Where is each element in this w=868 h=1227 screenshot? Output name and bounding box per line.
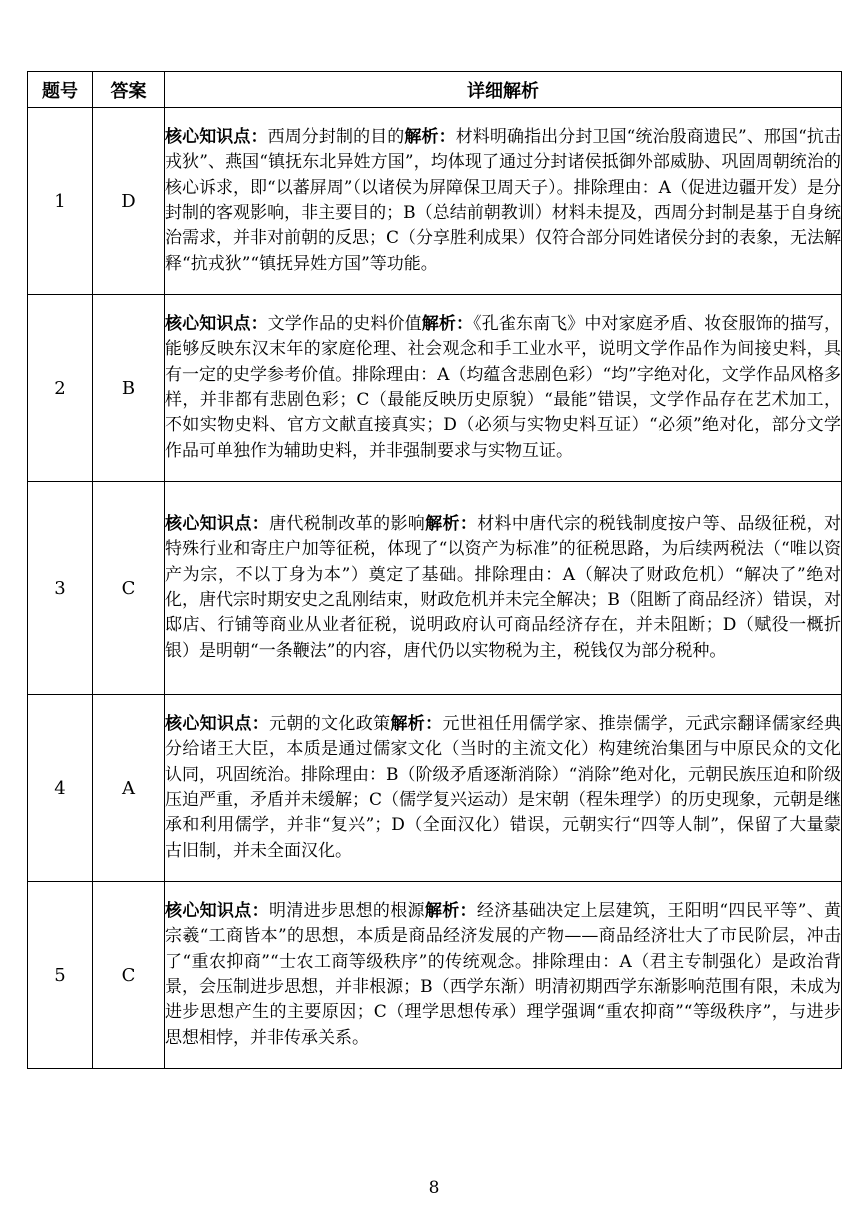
analysis-text: 元世祖任用儒学家、推崇儒学，元武宗翻译儒家经典分给诸王大臣，本质是通过儒家文化（当时的主流文化）构建统治集团与中原民众的文化认同，巩固统治。排除理由：B（阶级矛盾逐渐消除）“消除”绝对化，元朝民族压迫和阶级压迫严重，矛盾并未缓解；C（儒学复兴运动）是宋朝（程朱理学）的历史现象，元朝是继承和利用儒学，并非“复兴”；D（全面汉化）错误，元朝实行“四等人制”，保留了大量蒙古旧制，并未全面汉化。 <box>165 714 842 861</box>
knowledge-point-label: 核心知识点： <box>165 127 268 148</box>
table-row <box>28 482 842 695</box>
answer-letter: B <box>93 295 165 482</box>
table-row <box>28 295 842 482</box>
knowledge-point-text: 唐代税制改革的影响 <box>269 514 426 535</box>
detail-cell <box>165 482 842 695</box>
analysis-text: 材料中唐代宗的税钱制度按户等、品级征税，对特殊行业和寄庄户加等征税，体现了“以资产为标准”的征税思路，为后续两税法（“唯以资产为宗，不以丁身为本”）奠定了基础。排除理由：A（解决了财政危机）“解决了”绝对化，唐代宗时期安史之乱刚结束，财政危机并未完全解决；B（阻断了商品经济）错误，对邸店、行铺等商业从业者征税，说明政府认可商品经济存在，并未阻断；D（赋役一概折银）是明朝“一条鞭法”的内容，唐代仍以实物税为主，税钱仅为部分税种。 <box>165 514 842 661</box>
answer-letter: C <box>93 882 165 1069</box>
question-number: 2 <box>28 295 93 482</box>
table-row <box>28 108 842 295</box>
detail-cell <box>165 882 842 1069</box>
header-detail: 详细解析 <box>165 72 842 108</box>
analysis-label: 解析： <box>425 514 478 535</box>
question-number: 4 <box>28 695 93 882</box>
table-header-row <box>28 72 842 108</box>
header-number: 题号 <box>28 72 93 108</box>
knowledge-point-label: 核心知识点： <box>165 314 268 335</box>
page-number: 8 <box>428 1178 440 1198</box>
knowledge-point-text: 元朝的文化政策 <box>269 714 391 735</box>
table-row <box>28 882 842 1069</box>
analysis-label: 解析： <box>421 314 474 335</box>
header-answer: 答案 <box>93 72 165 108</box>
analysis-label: 解析： <box>390 714 443 735</box>
detail-cell <box>165 695 842 882</box>
analysis-text: 《孔雀东南飞》中对家庭矛盾、妆奁服饰的描写，能够反映东汉末年的家庭伦理、社会观念和手工业水平，说明文学作品作为间接史料，具有一定的史学参考价值。排除理由：A（均蕴含悲剧色彩）“均”字绝对化，文学作品风格多样，并非都有悲剧色彩；C（最能反映历史原貌）“最能”错误，文学作品存在艺术加工，不如实物史料、官方文献直接真实；D（必须与实物史料互证）“必须”绝对化，部分文学作品可单独作为辅助史料，并非强制要求与实物互证。 <box>165 314 842 461</box>
knowledge-point-text: 西周分封制的目的 <box>267 127 405 148</box>
knowledge-point-label: 核心知识点： <box>165 514 270 535</box>
analysis-label: 解析： <box>404 127 456 148</box>
answer-letter: A <box>93 695 165 882</box>
table-row <box>28 695 842 882</box>
analysis-text: 材料明确指出分封卫国“统治殷商遗民”、邢国“抗击戎狄”、燕国“镇抚东北异姓方国”，均体现了通过分封诸侯抵御外部威胁、巩固周朝统治的核心诉求，即“以蕃屏周”（以诸侯为屏障保卫周天子）。排除理由：A（促进边疆开发）是分封制的客观影响，非主要目的；B（总结前朝教训）材料未提及，西周分封制是基于自身统治需求，并非对前朝的反思；C（分享胜利成果）仅符合部分同姓诸侯分封的表象，无法解释“抗戎狄”“镇抚异姓方国”等功能。 <box>165 127 842 274</box>
analysis-label: 解析： <box>424 901 477 922</box>
knowledge-point-text: 文学作品的史料价值 <box>267 314 422 335</box>
knowledge-point-text: 明清进步思想的根源 <box>268 901 425 922</box>
detail-cell <box>165 295 842 482</box>
knowledge-point-label: 核心知识点： <box>165 901 269 922</box>
knowledge-point-label: 核心知识点： <box>165 714 270 735</box>
analysis-text: 经济基础决定上层建筑，王阳明“四民平等”、黄宗羲“工商皆本”的思想，本质是商品经济发展的产物——商品经济壮大了市民阶层，冲击了“重农抑商”“士农工商等级秩序”的传统观念。排除理由：A（君主专制强化）是政治背景，会压制进步思想，并非根源；B（西学东渐）明清初期西学东渐影响范围有限，未成为进步思想产生的主要原因；C（理学思想传承）理学强调“重农抑商”“等级秩序”，与进步思想相悖，并非传承关系。 <box>165 901 842 1048</box>
answer-letter: D <box>93 108 165 295</box>
question-number: 3 <box>28 482 93 695</box>
question-number: 5 <box>28 882 93 1069</box>
answer-table <box>27 71 842 1069</box>
question-number: 1 <box>28 108 93 295</box>
answer-letter: C <box>93 482 165 695</box>
detail-cell <box>165 108 842 295</box>
